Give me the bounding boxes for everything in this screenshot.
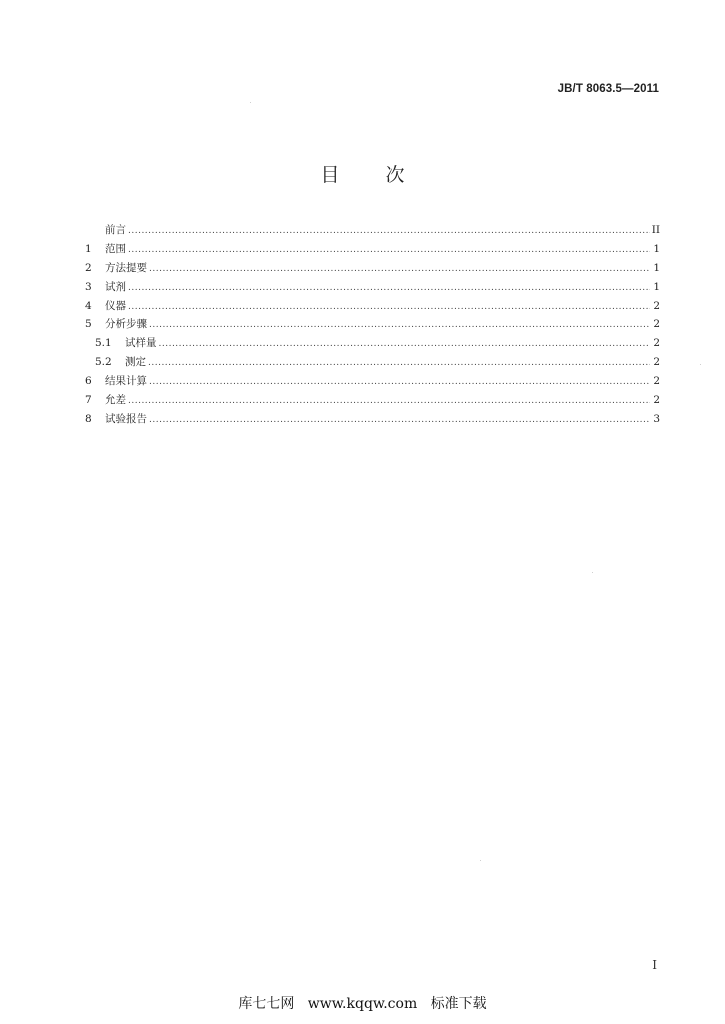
toc-entry-number: 8 xyxy=(85,412,92,425)
toc-dot-leader xyxy=(128,222,650,241)
toc-entry-number: 5.2 xyxy=(95,356,112,369)
toc-entry[interactable] xyxy=(85,410,660,429)
toc-dot-leader xyxy=(149,411,650,430)
toc-entry-label: 方法提要 xyxy=(105,261,147,274)
toc-entry-number: 1 xyxy=(85,242,92,255)
toc-entry-number: 6 xyxy=(85,375,92,388)
scan-speck xyxy=(480,860,481,861)
toc-dot-leader xyxy=(149,316,650,335)
toc-entry[interactable] xyxy=(85,221,660,240)
toc-entry-page: II xyxy=(651,224,660,236)
toc-dot-leader xyxy=(128,279,650,298)
toc-entry-page: 2 xyxy=(653,394,660,407)
scan-speck xyxy=(592,572,593,573)
scan-speck xyxy=(250,102,251,103)
toc-entry-number: 5 xyxy=(85,318,92,331)
toc-entry[interactable] xyxy=(85,391,660,410)
scan-speck xyxy=(700,364,701,365)
toc-entry-number: 4 xyxy=(85,299,92,312)
toc-heading-right: 次 xyxy=(385,164,405,186)
toc-dot-leader xyxy=(149,260,650,279)
toc-dot-leader xyxy=(159,335,651,354)
toc-entry-page: 2 xyxy=(653,375,660,388)
toc-entry-page: 1 xyxy=(653,261,660,274)
toc-entry-page: 1 xyxy=(653,280,660,293)
toc-entry-number: 2 xyxy=(85,261,92,274)
toc-entry-label: 测定 xyxy=(125,356,146,369)
toc-entry-label: 允差 xyxy=(105,394,126,407)
site-watermark: 库七七网 www.kqqw.com 标准下载 xyxy=(238,996,487,1012)
toc-dot-leader xyxy=(128,298,650,317)
toc-subentry[interactable] xyxy=(85,334,660,353)
toc-heading-left: 目 xyxy=(320,164,340,186)
toc-dot-leader xyxy=(149,373,650,392)
toc-entry-label: 试剂 xyxy=(105,280,126,293)
toc-entry-number: 5.1 xyxy=(95,337,112,350)
toc-entry-page: 1 xyxy=(653,242,660,255)
toc-entry-page: 2 xyxy=(653,356,660,369)
toc-entry[interactable] xyxy=(85,372,660,391)
toc-entry-label: 前言 xyxy=(105,224,126,236)
toc-entry-label: 仪器 xyxy=(105,299,126,312)
toc-entry-label: 分析步骤 xyxy=(105,318,147,331)
toc-entry-label: 结果计算 xyxy=(105,375,147,388)
toc-entry-label: 试样量 xyxy=(125,337,157,350)
toc-dot-leader xyxy=(148,354,650,373)
toc-entry[interactable] xyxy=(85,315,660,334)
page-number: I xyxy=(652,958,657,972)
toc-subentry[interactable] xyxy=(85,353,660,372)
toc-dot-leader xyxy=(128,241,650,260)
toc-entry-page: 3 xyxy=(653,412,660,425)
toc-entry-label: 试验报告 xyxy=(105,412,147,425)
toc-entry-page: 2 xyxy=(653,337,660,350)
toc-entry[interactable] xyxy=(85,259,660,278)
toc-entry-page: 2 xyxy=(653,318,660,331)
toc-entry-page: 2 xyxy=(653,299,660,312)
toc-heading xyxy=(0,160,725,187)
toc-entry[interactable] xyxy=(85,240,660,259)
toc-entry-label: 范围 xyxy=(105,242,126,255)
toc-entry-number: 3 xyxy=(85,280,92,293)
table-of-contents xyxy=(85,221,660,429)
toc-dot-leader xyxy=(128,392,650,411)
toc-entry[interactable] xyxy=(85,297,660,316)
toc-entry[interactable] xyxy=(85,278,660,297)
standard-code: JB/T 8063.5—2011 xyxy=(557,83,659,95)
toc-entry-number: 7 xyxy=(85,394,92,407)
